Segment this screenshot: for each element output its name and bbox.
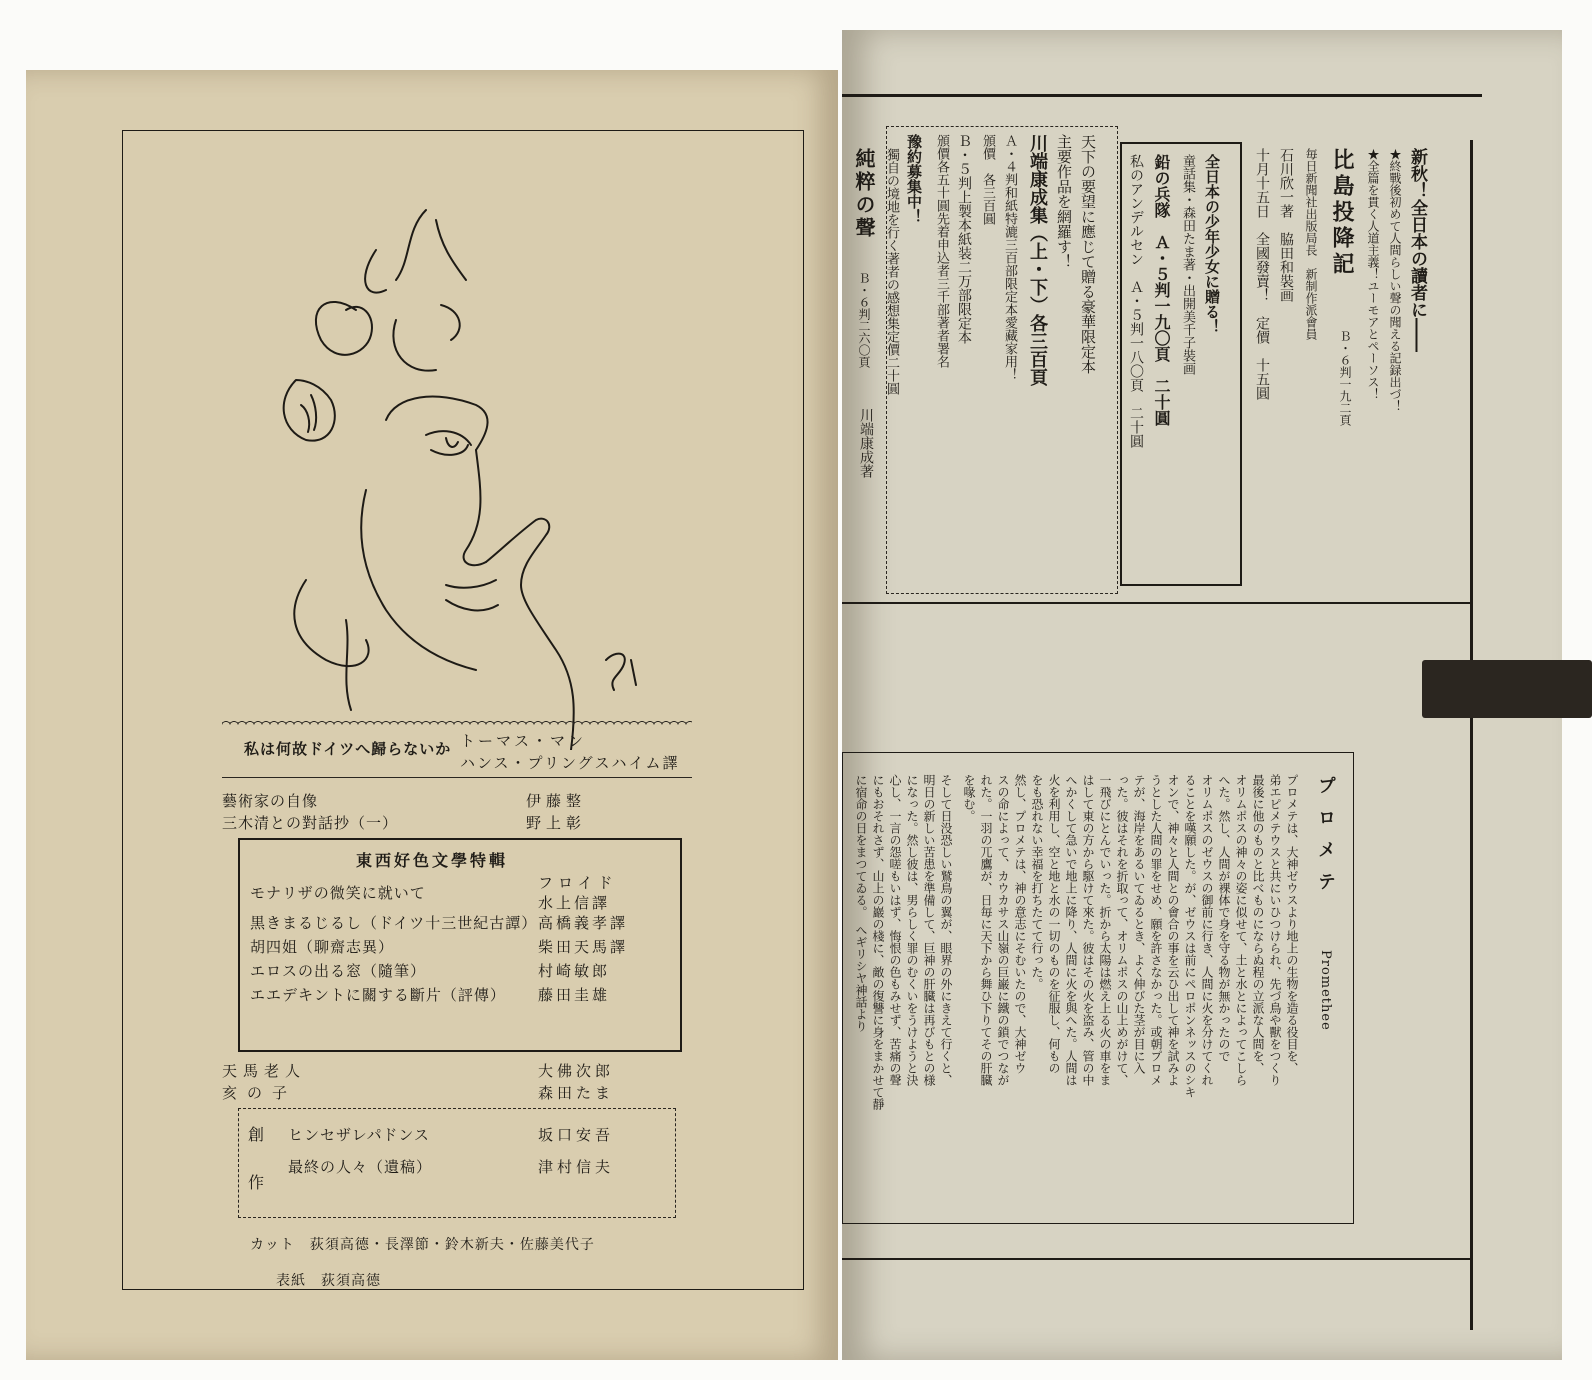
prometheus-line: プロメテは、大神ゼウスより地上の生物を造る役目を、 <box>1285 774 1299 1074</box>
prometheus-line: はして東の方から駆けて來た。彼はその火を盗み、管の中 <box>1081 774 1095 1086</box>
prometheus-line: 明日の新しい苦患を準備して、巨神の肝臓は再びもとの様 <box>922 774 936 1086</box>
prometheus-line: になった。然し彼は、男らしく罪のむくいをうけようと決 <box>905 774 919 1086</box>
hijima-spec: Ｂ・６判一九二頁 <box>1338 330 1352 426</box>
prometheus-line: オリムポスのゼウスの御前に行き、人間に火を分けてくれ <box>1200 774 1214 1086</box>
feature-author-6: 藤田圭雄 <box>538 986 611 1004</box>
prometheus-line: オリムポスの神々の姿に似せて、土と水とによってこしら <box>1234 774 1248 1086</box>
prometheus-line: うとした人間の罪をせめ、願を許さなかった。或朝プロメ <box>1149 774 1163 1086</box>
credits-cover: 表紙 荻須高德 <box>276 1273 381 1289</box>
children-col4: 私のアンデルセン Ａ・５判一八〇頁 二十圓 <box>1128 154 1144 448</box>
hijima-col7: 十月十五日 全國發賣！ 定價 十五圓 <box>1254 148 1270 400</box>
prometheus-line: ることを嘆願した。が、ゼウスは前にペロポンネッスのシキ <box>1183 774 1197 1098</box>
feature-title-6: エエデキントに關する斷片（評傳） <box>250 986 506 1004</box>
hijima-col3: ★全篇を貫く人道主義！ユーモアとペーソス！ <box>1366 148 1380 400</box>
hijima-col5: 毎日新聞社出版局長 新制作派會員 <box>1304 148 1318 340</box>
hijima-col6: 石川欣一著 脇田和裝画 <box>1278 148 1294 302</box>
wavy-divider <box>222 718 692 726</box>
prometheus-line: 最後に他のものと比べものにならぬ程の立派な人間を、 <box>1251 774 1265 1074</box>
kawabata-col4: Ａ・４判和紙特漉三百部限定本愛藏家用！ <box>1002 134 1017 381</box>
kawabata-col8: 豫約募集中！ <box>905 134 923 224</box>
portrait-sketch <box>236 190 656 750</box>
creative-title-2: 最終の人々（遺稿） <box>288 1158 433 1176</box>
kawabata-col5: 頒價 各三百圓 <box>980 134 995 225</box>
prometheus-line: をも恐れない幸福を打ちたてて行った。 <box>1030 774 1044 990</box>
prometheus-line: 然し、プロメテは、神の意志にそむいたので、大神ゼウ <box>1013 774 1027 1074</box>
prometheus-line: 一飛びにとんでいった。折から太陽は燃え上る火の車をま <box>1098 774 1112 1086</box>
prometheus-line: スの命によって、カウカサス山嶺の巨巌に鐵の鎖でつなが <box>996 774 1010 1086</box>
prometheus-line: 弟エピメテウスと共にいひつけられ、先づ鳥や獸をつくり <box>1268 774 1282 1086</box>
lead-author1: トーマス・マン <box>460 732 587 750</box>
feature-author-4: 柴田天馬譯 <box>538 938 629 956</box>
toc-title-2: 三木清との對話抄（一） <box>222 814 399 832</box>
toc-title-1: 藝術家の自像 <box>222 792 319 810</box>
junsui-spec: Ｂ・６判二六〇頁 <box>857 272 871 368</box>
children-col3: 鉛の兵隊 Ａ・５判一九〇頁 二十圓 <box>1152 154 1171 426</box>
prometheus-line: にもおそれさず、山上の巖の棧に、敵の復讐に身をまかせて靜 <box>871 774 885 1110</box>
creative-label-1: 創 <box>248 1125 266 1144</box>
children-col1: 全日本の少年少女に贈る！ <box>1203 154 1221 334</box>
lead-author2: ハンス・プリングスハイム譯 <box>460 754 680 772</box>
creative-title-1: ヒンセザレパドンス <box>288 1126 430 1144</box>
kawabata-col6: Ｂ・５判上製本紙装二万部限定本 <box>956 134 972 344</box>
right-rule <box>1470 140 1473 1330</box>
junsui-author: 川端康成著 <box>858 408 874 478</box>
children-col2: 童話集・森田たま著・出開美千子裝画 <box>1180 154 1195 375</box>
prometheus-line: 心し、一言の怨嗟もいはず、悔恨の色もみせず、苦痛の聲 <box>888 774 902 1086</box>
toc-author-1: 伊藤整 <box>526 792 587 810</box>
prometheus-title: プロメテ <box>1315 776 1336 904</box>
prometheus-line: を喙む。 <box>962 774 976 822</box>
hijima-col1: 新秋！全日本の讀者に―― <box>1407 148 1427 352</box>
kawabata-col3: 川端康成集（上・下）各三百頁 <box>1027 134 1048 386</box>
feature-title-4: 胡四姐（聊齋志異） <box>250 938 395 956</box>
prometheus-line: へかくして急いで地上に降り、人間に火を與へた。人間は <box>1064 774 1078 1086</box>
rule <box>222 777 692 778</box>
prometheus-line: れた。一羽の兀鷹が、日毎に天下から舞ひ下りてその肝臓 <box>979 774 993 1086</box>
credits-cut: カット 荻須高德・長澤節・鈴木新夫・佐藤美代子 <box>250 1237 595 1253</box>
toc-title-4: 亥の子 <box>222 1084 298 1102</box>
kawabata-col1: 天下の要望に應じて贈る豪華限定本 <box>1079 134 1097 374</box>
feature-author-2: 水上信譯 <box>538 894 611 912</box>
toc-author-2: 野上彰 <box>526 814 587 832</box>
creative-label-2: 作 <box>248 1173 266 1192</box>
top-rule <box>842 94 1482 97</box>
mid-rule <box>842 602 1472 604</box>
bottom-rule <box>842 1258 1472 1260</box>
toc-title-3: 天馬老人 <box>222 1062 307 1080</box>
feature-title-3: 黒きまるじるし（ドイツ十三世紀古譚） <box>250 914 538 932</box>
lead-title: 私は何故ドイツへ歸らないか <box>244 740 452 758</box>
prometheus-line: オンで、神々と人間との會合の事を云ひ出して神を試みよ <box>1166 774 1180 1086</box>
junsui-desc: 獨自の境地を行く著者の感想集定價二十圓 <box>884 148 899 395</box>
bookmark-clip <box>1422 660 1592 718</box>
prometheus-body <box>848 774 1300 1214</box>
feature-title-1: モナリザの微笑に就いて <box>250 884 426 902</box>
feature-title-5: エロスの出る窓（隨筆） <box>250 962 427 980</box>
kawabata-col7: 頒價各五十圓先着申込者三千部著者署名 <box>934 134 949 368</box>
prometheus-line: へた。然し、人間が裸体で身を守る物が無かったので <box>1217 774 1231 1062</box>
junsui-title: 純粹の聲 <box>852 148 876 240</box>
left-page <box>26 70 838 1360</box>
feature-author-3: 高橋義孝譯 <box>538 914 629 932</box>
toc-author-4: 森田たま <box>538 1084 615 1102</box>
prometheus-line: に宿命の日をまつてゐる。 へギリシヤ神話より <box>854 774 868 1032</box>
kawabata-col2: 主要作品を網羅す！ <box>1055 134 1073 269</box>
prometheus-line: そして日没恐しい鷲鳥の翼が、眼界の外にきえて行くと、 <box>939 774 953 1086</box>
creative-author-2: 津村信夫 <box>538 1158 615 1176</box>
prometheus-line: テが、海岸をあるいてゐるとき、よく伸びた茎が目に入 <box>1132 774 1146 1074</box>
feature-author-5: 村崎敏郎 <box>538 962 611 980</box>
prometheus-title-en: Promethee <box>1318 950 1333 1031</box>
hijima-col2: ★終戰後初めて人間らしい聲の聞える記録出づ！ <box>1388 148 1402 412</box>
creative-author-1: 坂口安吾 <box>538 1126 615 1144</box>
toc-author-3: 大佛次郎 <box>538 1062 615 1080</box>
prometheus-line: 火を利用し、空と地と水の一切のものを征服し、何もの <box>1047 774 1061 1074</box>
hijima-title: 比島投降記 <box>1329 148 1355 278</box>
prometheus-line: った。彼はそれを折取って、オリムポスの山上めがけて、 <box>1115 774 1129 1086</box>
feature-author-1: フロイド <box>538 874 618 892</box>
feature-heading: 東西好色文學特輯 <box>356 851 509 870</box>
